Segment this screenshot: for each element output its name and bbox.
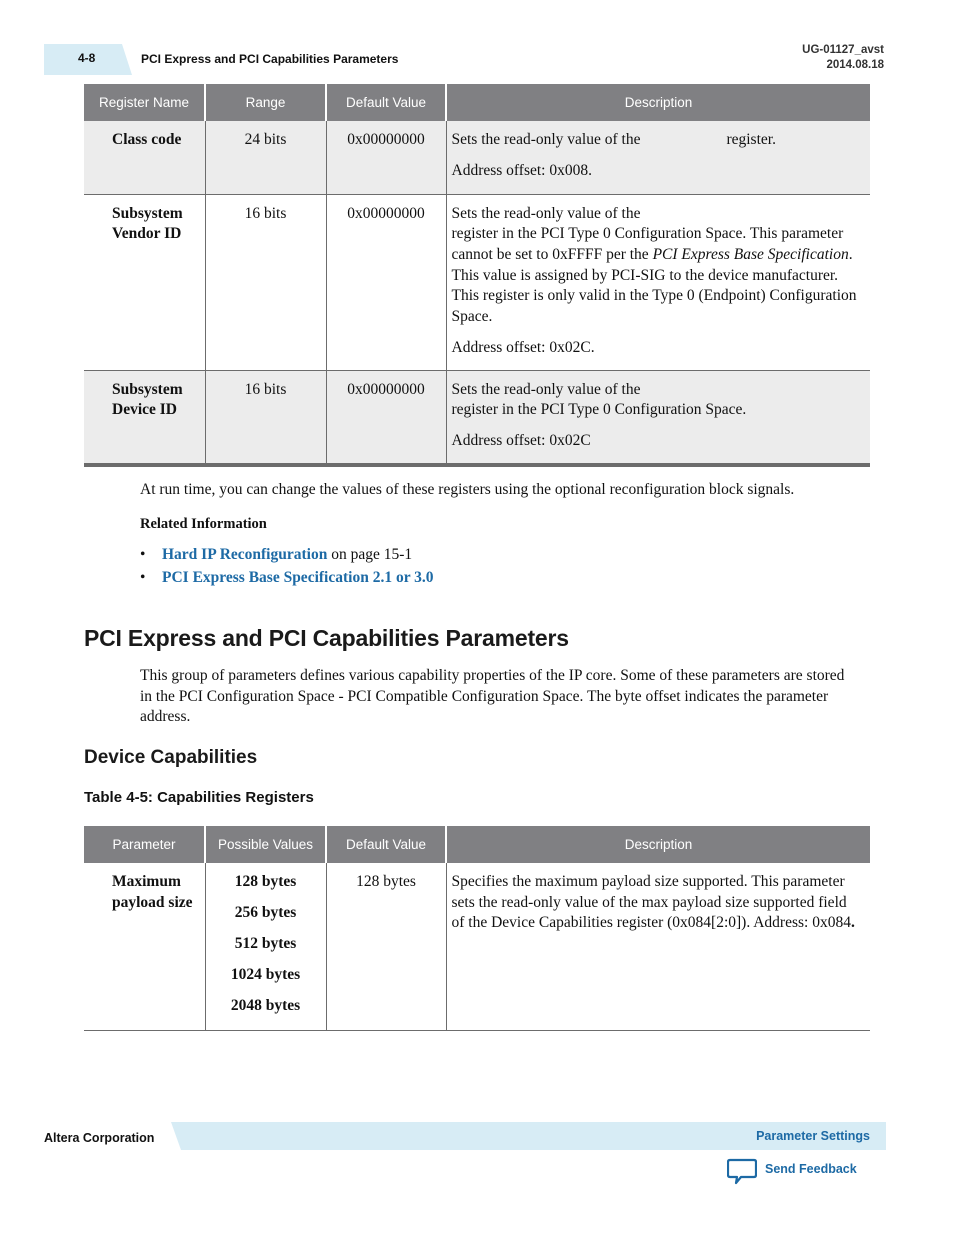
- desc-text: Sets the read-only value of the: [451, 131, 641, 148]
- capabilities-table-header: [84, 826, 870, 863]
- table-row: [84, 121, 870, 194]
- table-row: [84, 370, 870, 463]
- company-name: Altera Corporation: [44, 1131, 155, 1145]
- capabilities-table: [84, 826, 870, 1031]
- value-option: 2048 bytes: [230, 997, 301, 1014]
- desc-text: register.: [726, 131, 776, 148]
- table-caption: Table 4-5: Capabilities Registers: [84, 789, 314, 806]
- desc-text: register in the PCI Type 0 Configuration Space. This parameter cannot be set to 0xFFFF per the: [451, 225, 844, 263]
- page-number: 4-8: [78, 51, 96, 65]
- value-option: 512 bytes: [234, 935, 297, 952]
- desc-text: register in the PCI Type 0 Configuration Space.: [451, 401, 747, 419]
- doc-id: UG-01127_avst: [802, 44, 884, 56]
- spec-title: PCI Express Base Specification: [652, 245, 849, 263]
- value-option: 256 bytes: [234, 904, 297, 921]
- desc-text: . This value is assigned by PCI-SIG to the device manufacturer. This register is only valid in the Type 0 (Endpoint) Configuration Space.: [451, 245, 857, 326]
- subsection-title: Device Capabilities: [84, 747, 258, 768]
- doc-info: [802, 43, 884, 73]
- col-header: Parameter: [84, 826, 205, 863]
- parameter-name: Maximum payload size: [84, 863, 205, 1030]
- register-range: 16 bits: [205, 194, 326, 370]
- runtime-note: At run time, you can change the values of these registers using the optional reconfiguration block signals.: [140, 481, 795, 498]
- register-table-header: [84, 84, 870, 121]
- list-item: [140, 568, 434, 589]
- address-offset: Address offset: 0x008.: [451, 161, 592, 179]
- list-item: [140, 545, 434, 566]
- parameter-description: [446, 863, 870, 1030]
- address-offset: Address offset: 0x02C.: [451, 338, 595, 356]
- register-default: 0x00000000: [326, 370, 446, 463]
- register-name: Subsystem Device ID: [84, 370, 205, 463]
- col-header: Register Name: [84, 84, 205, 121]
- footer-section-link[interactable]: Parameter Settings: [756, 1129, 870, 1143]
- parameter-default: 128 bytes: [326, 863, 446, 1030]
- register-range: 24 bits: [205, 121, 326, 194]
- send-feedback-link[interactable]: Send Feedback: [765, 1162, 857, 1176]
- table-row: [84, 863, 870, 1030]
- related-info-heading: Related Information: [140, 516, 267, 532]
- register-description: [446, 370, 870, 463]
- register-description: [446, 121, 870, 194]
- value-option: 1024 bytes: [230, 966, 301, 983]
- col-header: Description: [446, 826, 870, 863]
- bullet: •: [140, 569, 146, 587]
- col-header: Possible Values: [205, 826, 326, 863]
- table-bottom-rule: [84, 464, 870, 467]
- col-header: Range: [205, 84, 326, 121]
- speech-bubble-icon[interactable]: [727, 1158, 757, 1191]
- link-pcie-base-spec[interactable]: PCI Express Base Specification 2.1 or 3.0: [162, 569, 434, 587]
- running-header-title: PCI Express and PCI Capabilities Parameters: [141, 52, 399, 66]
- table-row: [84, 194, 870, 370]
- desc-end: .: [850, 914, 855, 932]
- doc-date: 2014.08.18: [826, 59, 884, 71]
- bullet: •: [140, 546, 146, 563]
- desc-text: Specifies the maximum payload size supported. This parameter sets the read-only value of the max payload size supported field of the Device Capabilities register (0x084[2:0]). Address: 0x084: [451, 873, 851, 932]
- register-range: 16 bits: [205, 370, 326, 463]
- register-default: 0x00000000: [326, 121, 446, 194]
- section-title: PCI Express and PCI Capabilities Parameters: [84, 625, 569, 651]
- link-hard-ip-reconfiguration[interactable]: Hard IP Reconfiguration: [162, 546, 328, 563]
- col-header: Description: [446, 84, 870, 121]
- value-option: 128 bytes: [234, 873, 297, 890]
- register-default: 0x00000000: [326, 194, 446, 370]
- related-list: [140, 545, 434, 589]
- register-table: [84, 84, 870, 464]
- desc-text: Sets the read-only value of the: [451, 204, 641, 222]
- section-intro: This group of parameters defines various capability properties of the IP core. Some of these parameters are stored in the PCI Configuration Space - PCI Compatible Configuration Space. The byte offset indicates the parameter address.: [140, 667, 845, 726]
- desc-text: Sets the read-only value of the: [451, 380, 641, 398]
- register-name: Subsystem Vendor ID: [84, 194, 205, 370]
- possible-values: [205, 863, 326, 1030]
- address-offset: Address offset: 0x02C: [451, 431, 591, 449]
- register-name: Class code: [84, 121, 205, 194]
- col-header: Default Value: [326, 84, 446, 121]
- register-description: [446, 194, 870, 370]
- link-suffix: on page 15-1: [327, 546, 413, 563]
- col-header: Default Value: [326, 826, 446, 863]
